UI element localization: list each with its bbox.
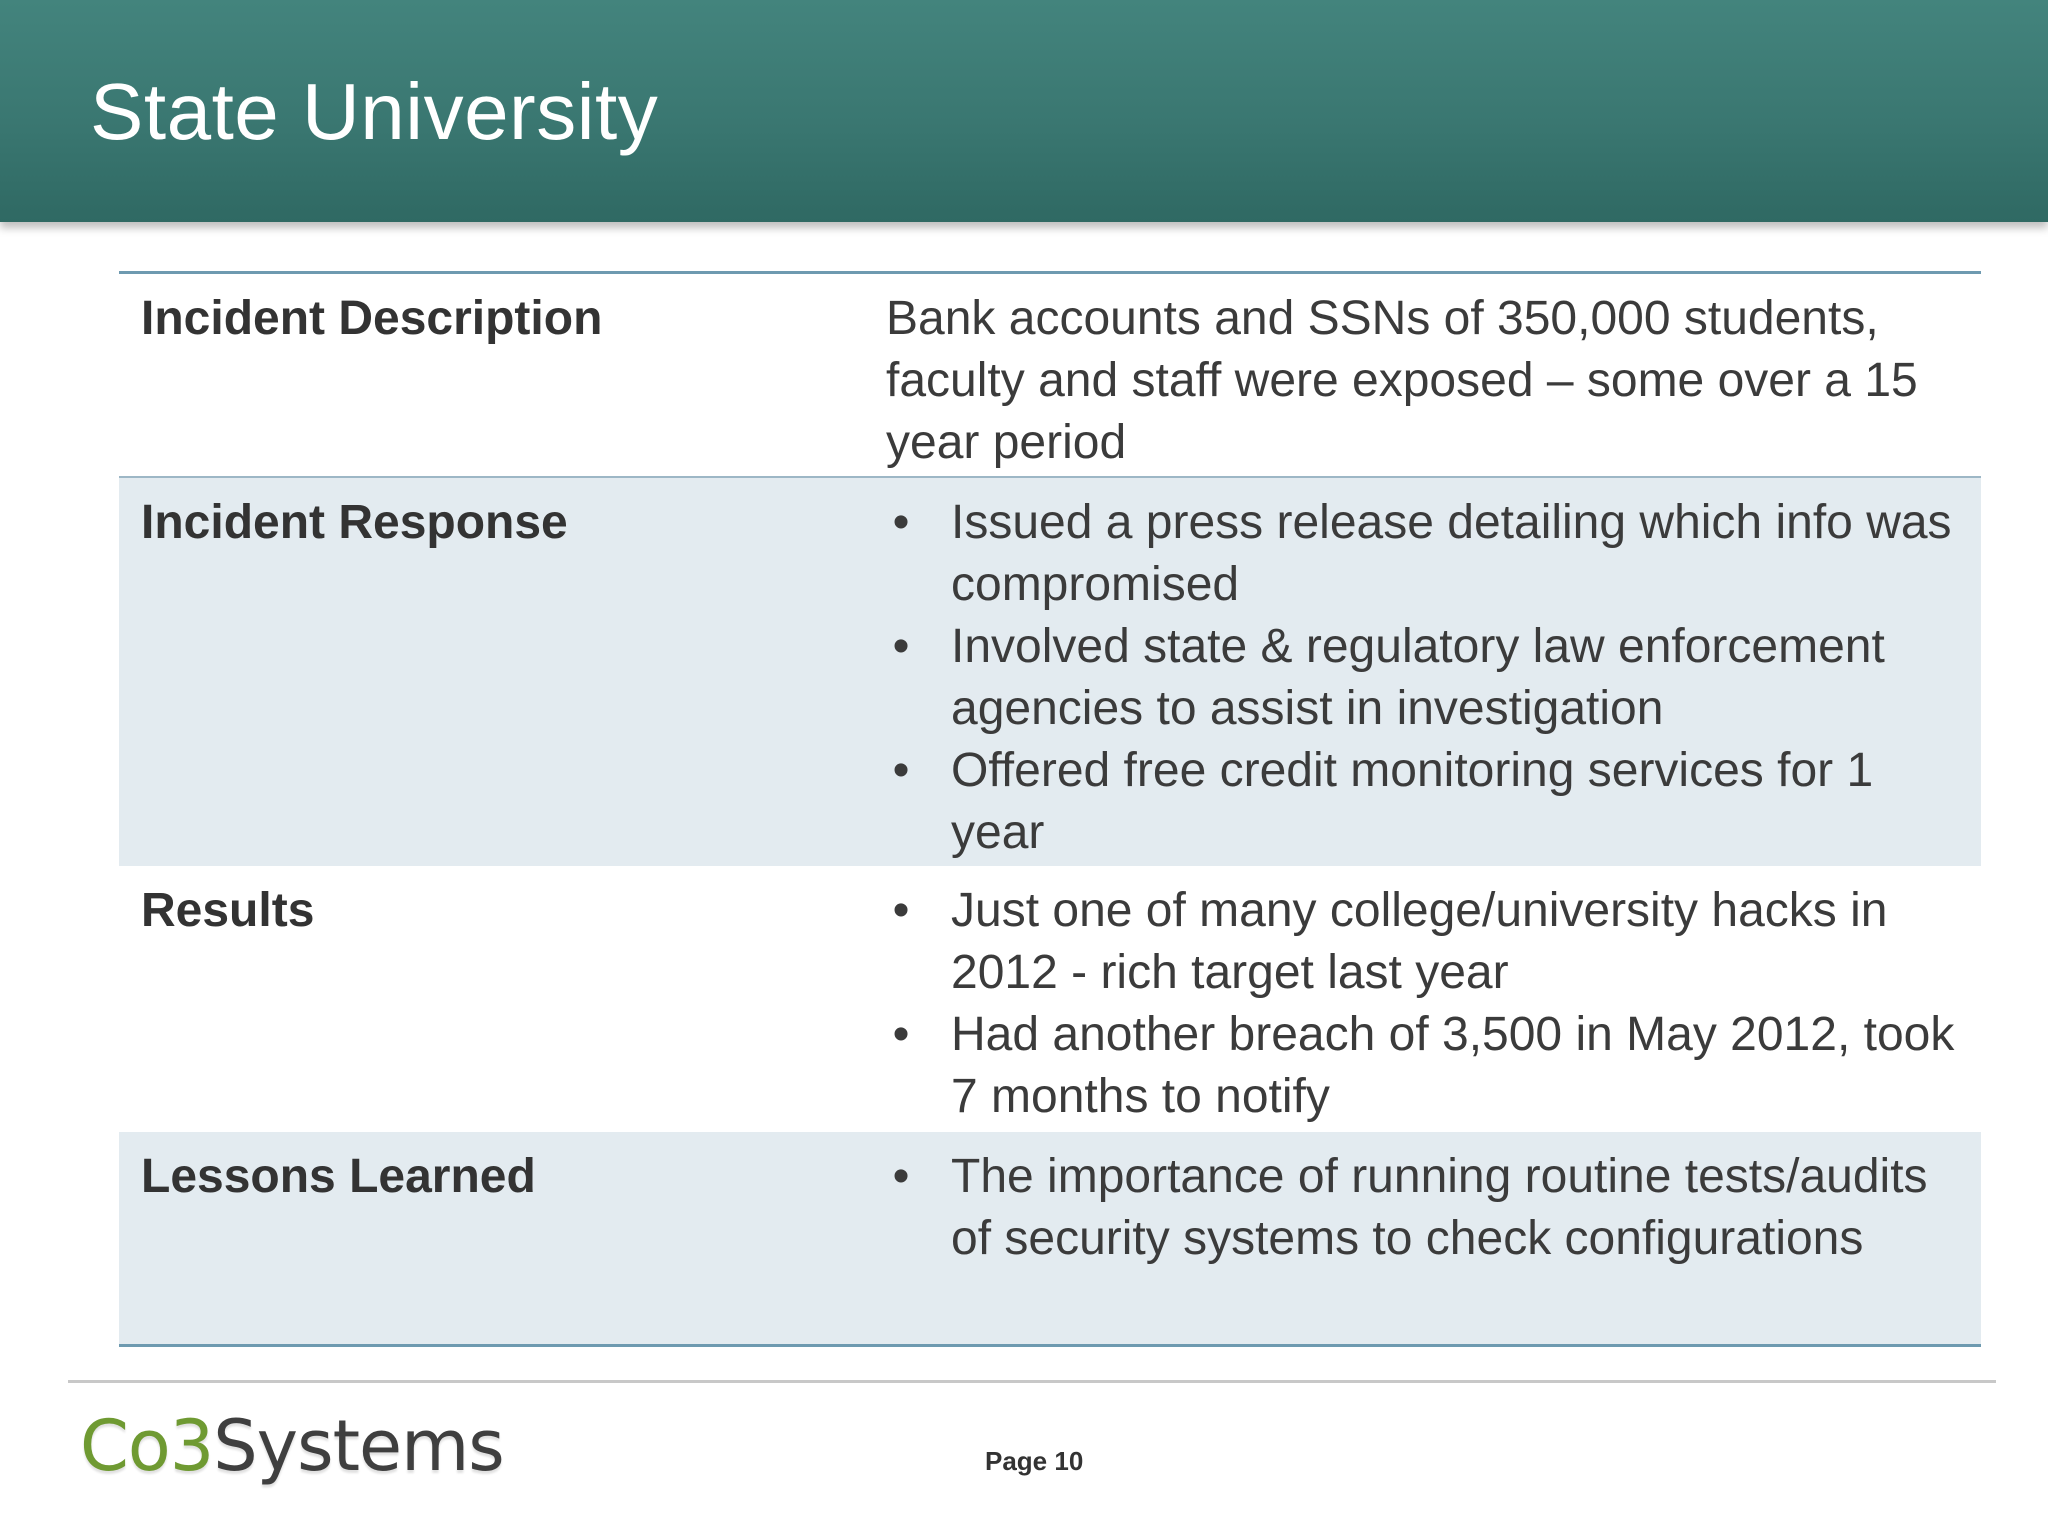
list-item <box>886 740 1959 864</box>
bullet-text: Issued a press release detailing which info was compromised <box>951 496 1952 611</box>
list-item <box>886 880 1959 1004</box>
row-label: Incident Description <box>141 292 603 345</box>
bullet-icon: • <box>892 884 910 937</box>
table-row-incident-description <box>119 274 1981 478</box>
bullet-list <box>886 880 1959 1128</box>
row-label: Incident Response <box>141 496 568 549</box>
row-text: Bank accounts and SSNs of 350,000 students, faculty and staff were exposed – some over a 15 year period <box>886 292 1918 469</box>
title-bar <box>0 0 2048 222</box>
bullet-icon: • <box>892 744 910 797</box>
company-logo <box>80 1398 504 1494</box>
logo-part-systems: Systems <box>213 1405 504 1487</box>
bullet-icon: • <box>892 620 910 673</box>
bullet-list <box>886 1146 1959 1270</box>
list-item <box>886 492 1959 616</box>
table-row-lessons-learned <box>119 1132 1981 1344</box>
footer-divider <box>68 1380 1996 1383</box>
bullet-text: The importance of running routine tests/audits of security systems to check configurations <box>951 1150 1928 1265</box>
incident-table <box>119 271 1981 1347</box>
list-item <box>886 616 1959 740</box>
list-item <box>886 1004 1959 1128</box>
row-label: Results <box>141 884 315 937</box>
logo-part-co3: Co3 <box>80 1405 214 1487</box>
bullet-text: Just one of many college/university hacks in 2012 - rich target last year <box>951 884 1888 999</box>
slide-title: State University <box>90 67 659 156</box>
row-content <box>871 1132 1981 1344</box>
row-label: Lessons Learned <box>141 1150 536 1203</box>
bullet-text: Offered free credit monitoring services for 1 year <box>951 744 1874 859</box>
bullet-icon: • <box>892 1008 910 1061</box>
row-content <box>871 866 1981 1132</box>
bullet-icon: • <box>892 1150 910 1203</box>
bullet-icon: • <box>892 496 910 549</box>
table-row-results <box>119 866 1981 1132</box>
table-row-incident-response <box>119 478 1981 866</box>
row-content <box>871 478 1981 866</box>
page-number: Page 10 <box>985 1446 1084 1476</box>
bullet-text: Involved state & regulatory law enforcement agencies to assist in investigation <box>951 620 1885 735</box>
bullet-text: Had another breach of 3,500 in May 2012, took 7 months to notify <box>951 1008 1955 1123</box>
list-item <box>886 1146 1959 1270</box>
bullet-list <box>886 492 1959 864</box>
